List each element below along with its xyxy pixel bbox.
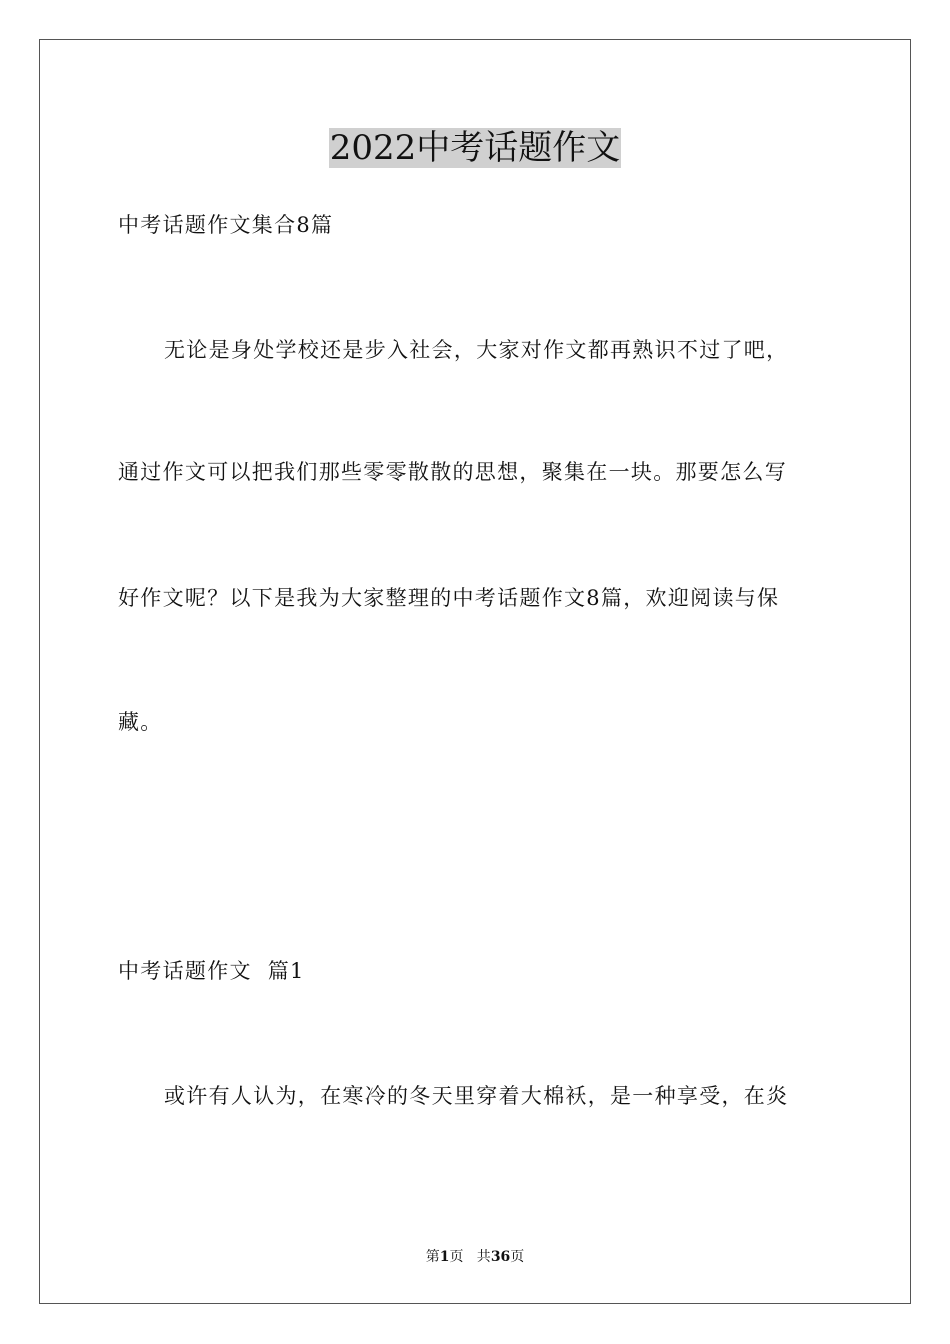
footer-page-suffix: 页: [510, 1249, 525, 1265]
section-heading: 中考话题作文 篇1: [118, 959, 305, 983]
document-subtitle: 中考话题作文集合8篇: [118, 213, 334, 237]
footer-page-current: 1: [439, 1249, 450, 1265]
intro-line-2: 通过作文可以把我们那些零零散散的思想，聚集在一块。那要怎么写: [118, 460, 787, 484]
document-title: [0, 128, 950, 168]
footer-page-prefix: 第: [425, 1249, 440, 1265]
page-footer: [0, 1248, 950, 1266]
intro-line-3: 好作文呢？以下是我为大家整理的中考话题作文8篇，欢迎阅读与保: [118, 586, 780, 610]
footer-page-total: 36: [490, 1249, 511, 1265]
section-line-1: 或许有人认为，在寒冷的冬天里穿着大棉袄，是一种享受，在炎: [164, 1084, 789, 1108]
footer-page-middle: 页 共: [449, 1249, 491, 1265]
intro-line-1: 无论是身处学校还是步入社会，大家对作文都再熟识不过了吧，: [164, 338, 789, 362]
intro-line-4: 藏。: [118, 710, 163, 734]
document-title-text: 2022中考话题作文: [329, 128, 621, 168]
